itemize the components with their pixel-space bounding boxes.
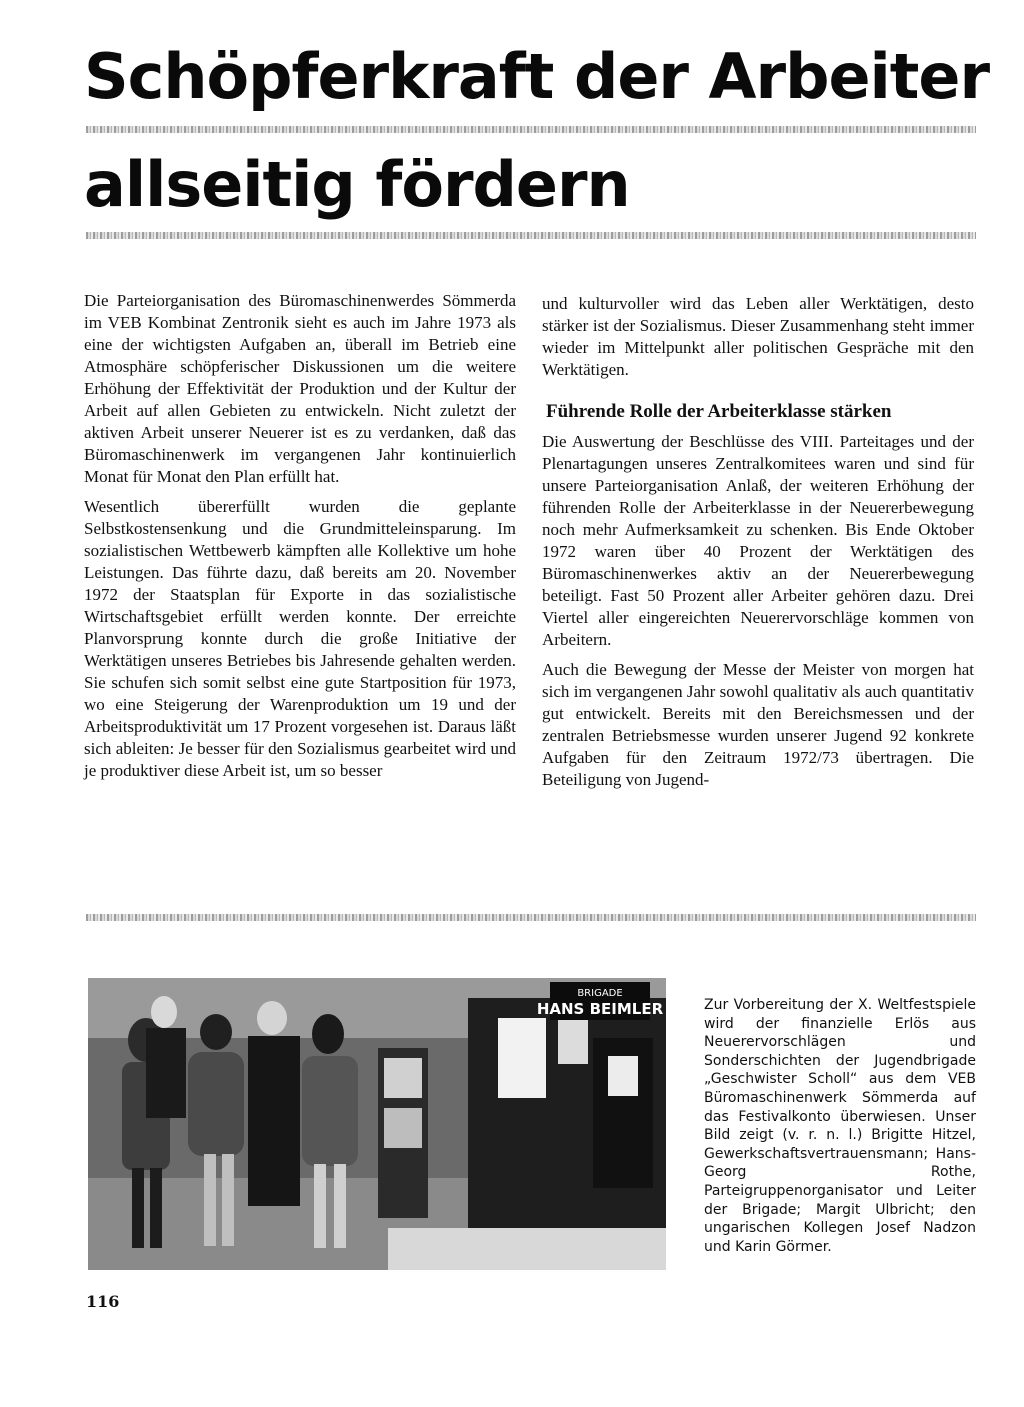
dotted-rule-below-headline: [86, 232, 976, 239]
article-paragraph: Die Parteiorganisation des Büromaschinenwerdes Sömmerda im VEB Kombinat Zentronik sieht es auch im Jahre 1973 als eine der wichtigsten Aufgaben an, überall im Betrieb eine Atmosphäre schöpferischer Diskussionen um die weitere Erhöhung der Effektivität der Produktion und der Kultur der Arbeit auf allen Gebieten zu entwickeln. Nicht zuletzt der aktiven Arbeit unserer Neuerer ist es zu verdanken, daß das Büromaschinenwerk im vergangenen Jahr kontinuierlich Monat für Monat den Plan erfüllt hat.: [84, 291, 516, 486]
article-paragraph: und kulturvoller wird das Leben aller Werktätigen, desto stärker ist der Sozialismus. Dieser Zusammenhang steht immer wieder im Mittelpunkt aller politischen Gespräche mit den Werktätigen.: [542, 294, 974, 379]
photo-sign-name: HANS BEIMLER: [536, 1000, 664, 1018]
article-paragraph: Wesentlich übererfüllt wurden die geplante Selbstkostensenkung und die Grundmitteleinsparung. Im sozialistischen Wettbewerb kämpften alle Kollektive um hohe Leistungen. Das führte dazu, daß bereits am 20. November 1972 der Staatsplan für Exporte in das sozialistische Wirtschaftsgebiet erfüllt werden konnte. Der erreichte Planvorsprung konnte durch die große Initiative der Werktätigen unseres Betriebes bis Jahresende gehalten werden. Sie schufen sich somit selbst eine gute Startposition für 1973, wo eine Steigerung der Warenproduktion um 19 und der Arbeitsproduktivität um 17 Prozent vorgesehen ist. Daraus läßt sich ableiten: Je besser für den Sozialismus gearbeitet wird und je produktiver diese Arbeit ist, um so besser: [84, 497, 516, 780]
page-number: 116: [86, 1292, 120, 1311]
dotted-rule-top: [86, 126, 976, 133]
photo-caption: Zur Vorbereitung der X. Weltfestspiele wird der finanzielle Erlös aus Neuerervorschlägen und Sonderschichten der Jugendbrigade „Geschwister Scholl“ aus dem VEB Büromaschinenwerk Sömmerda auf das Festivalkonto überwiesen. Unser Bild zeigt (v. r. n. l.) Brigitte Hitzel, Gewerkschaftsvertrauensmann; Hans-Georg Rothe, Parteigruppenorganisator und Leiter der Brigade; Margit Ulbricht; den ungarischen Kollegen Josef Nadzon und Karin Görmer.: [704, 997, 976, 1255]
brigade-photo-illustration: [88, 978, 666, 1270]
photo-sign-brigade: BRIGADE: [577, 988, 623, 999]
article-column-left: [84, 290, 516, 790]
section-subheading: Führende Rolle der Arbeiterklasse stärken: [546, 401, 892, 422]
brigade-photo: [88, 978, 666, 1270]
article-column-right: [542, 293, 974, 799]
headline-line-1: Schöpferkraft der Arbeiter: [84, 40, 990, 113]
article-paragraph: Auch die Bewegung der Messe der Meister von morgen hat sich im vergangenen Jahr sowohl qualitativ als auch quantitativ gut entwickelt. Bereits mit den Bereichsmessen und der zentralen Betriebsmesse wurden unserer Jugend 92 konkrete Aufgaben für den Zeitraum 1972/73 übertragen. Die Beteiligung von Jugend-: [542, 660, 974, 789]
headline-line-2: allseitig fördern: [84, 148, 630, 221]
article-paragraph: Die Auswertung der Beschlüsse des VIII. Parteitages und der Plenartagungen unseres Zentralkomitees waren und sind für unsere Parteiorganisation Anlaß, der weiteren Erhöhung der führenden Rolle der Arbeiterklasse in der Neuererbewegung noch mehr Aufmerksamkeit zu schenken. Bis Ende Oktober 1972 waren über 40 Prozent der Werktätigen des Büromaschinenwerkes aktiv an der Neuererbewegung beteiligt. Fast 50 Prozent aller Arbeiter gehören dazu. Drei Viertel aller eingereichten Neuerervorschläge kommen von Arbeitern.: [542, 432, 974, 649]
dotted-rule-above-photo: [86, 914, 976, 921]
